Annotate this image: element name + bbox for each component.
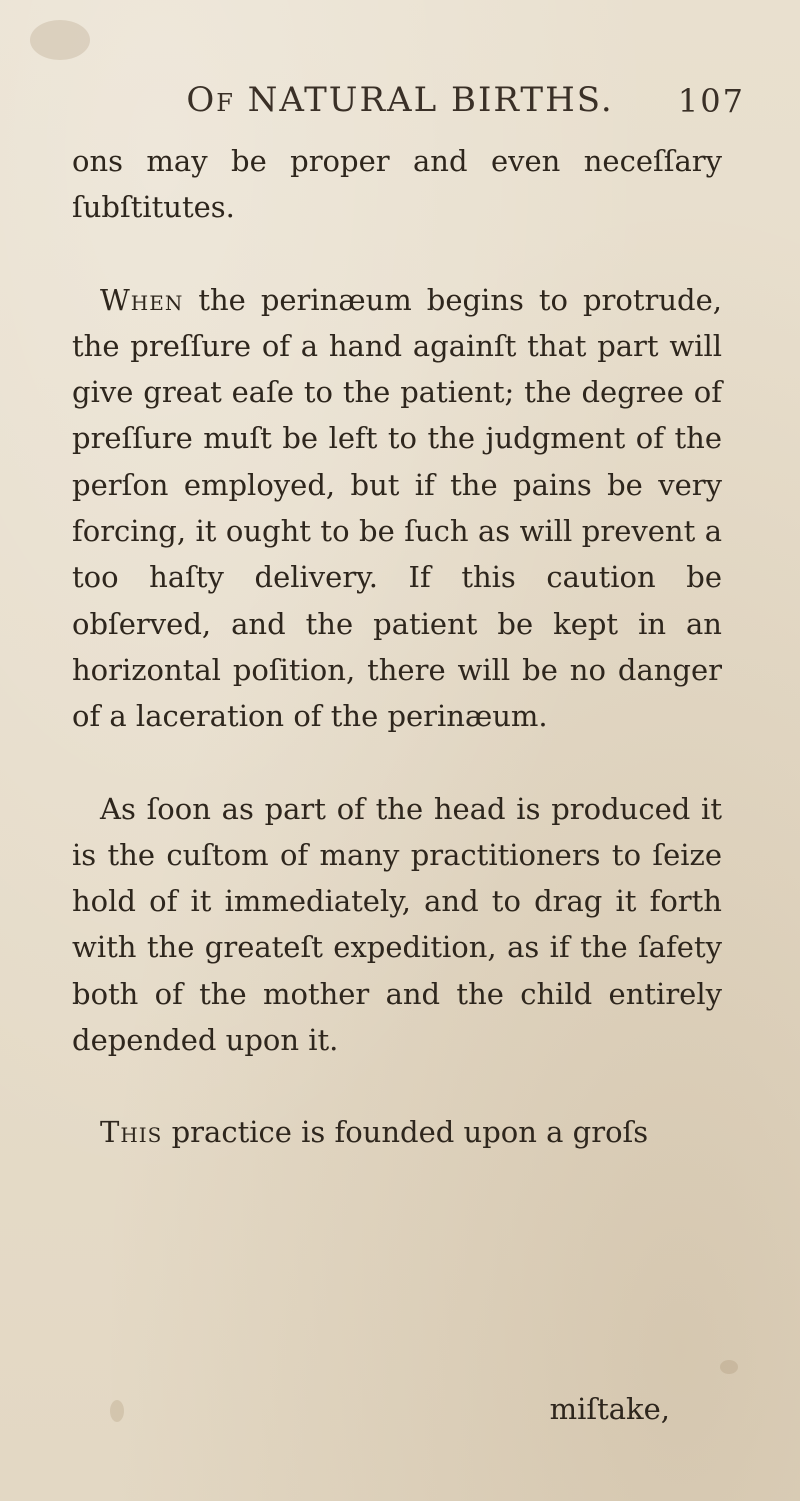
paper-stain — [720, 1360, 738, 1374]
paragraph — [72, 786, 722, 1064]
paragraph-text: As ſoon as part of the head is produced it is the cuſtom of many practitioners to ſeize hold of it immediately, and to drag it forth with the greateſt expedition, as if the ſafety both of the mother and the child entirely depended upon it. — [72, 791, 722, 1058]
catchword: miſtake, — [549, 1392, 670, 1426]
paper-stain — [30, 20, 90, 60]
paper-stain — [110, 1400, 124, 1422]
paragraph-text: ons may be proper and even neceſſary ſubſtitutes. — [72, 144, 722, 225]
page-number: 107 — [677, 82, 745, 120]
running-head — [0, 80, 800, 120]
paragraph — [72, 1109, 722, 1155]
paragraph-lead: When — [100, 282, 184, 317]
running-head-title: Of NATURAL BIRTHS. — [186, 80, 614, 120]
body-text — [72, 138, 722, 1156]
paragraph — [72, 277, 722, 740]
paragraph-text: practice is founded upon a groſs — [162, 1115, 649, 1150]
paragraph-lead: This — [100, 1115, 163, 1150]
paragraph-text: the perinæum begins to protrude, the preſſure of a hand againſt that part will give great eaſe to the patient; the degree of preſſure muſt be left to the judgment of the perſon employed, but if the pains be very forcing, it ought to be ſuch as will prevent a too haſty delivery. If this caution be obſerved, and the patient be kept in an horizontal poſition, there will be no danger of a laceration of the perinæum. — [72, 282, 722, 734]
paragraph — [72, 138, 722, 231]
